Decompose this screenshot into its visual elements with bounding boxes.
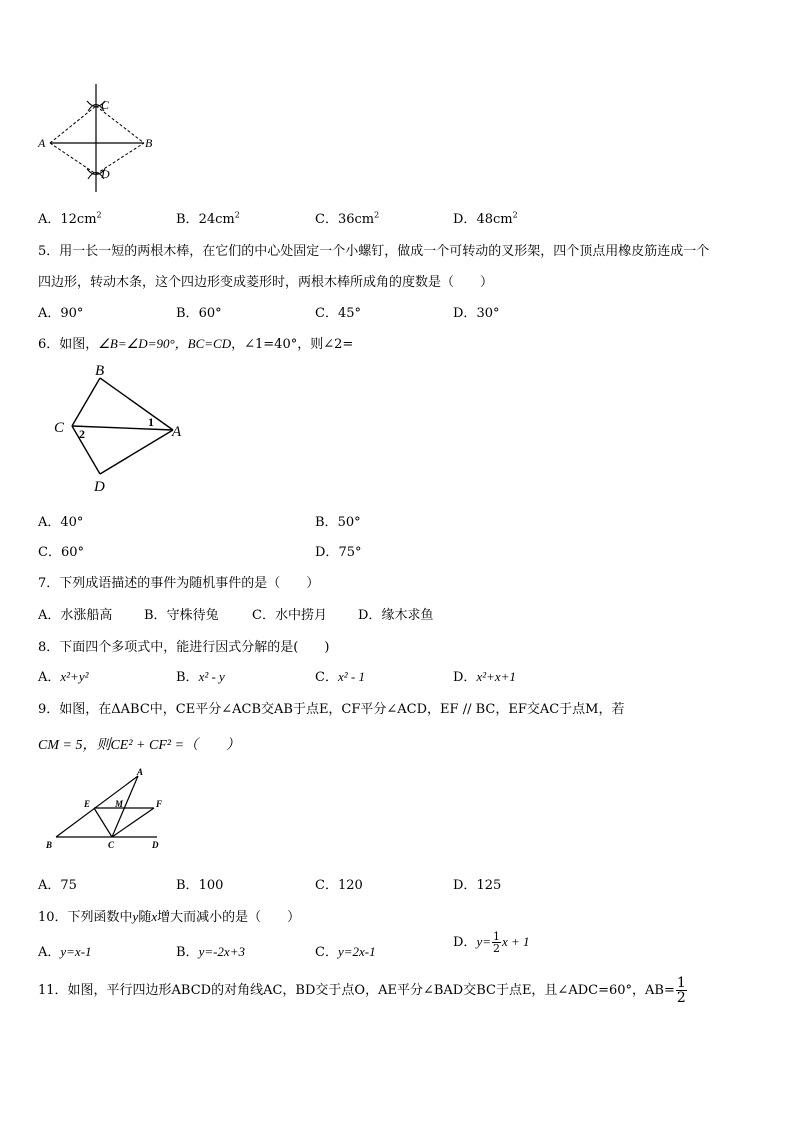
angle-1: 1 [148,415,154,429]
label-b: B [95,363,105,379]
q9-stem-line2: CM = 5，则CE² + CF² =（ ） [38,738,241,753]
q7-option-d[interactable]: D．缘木求鱼 [358,608,434,623]
label-m: M [115,799,124,809]
side-ad [50,143,96,174]
q6-figure [48,360,198,495]
q4-option-c[interactable]: C．$36cm^2$ [315,210,380,227]
q6-option-b[interactable]: B．50° [315,515,361,530]
q8-stem: 8．下面四个多项式中，能进行因式分解的是( ) [38,640,330,655]
q7-option-c[interactable]: C．水中捞月 [252,608,327,623]
q10-stem: 10．下列函数中y随x增大而减小的是（ ） [38,909,301,925]
q5-option-b[interactable]: B．60° [176,306,222,321]
q9-option-a[interactable]: A．75 [38,878,77,893]
q9-option-d[interactable]: D．125 [453,878,502,893]
q7-option-b[interactable]: B．守株待兔 [144,608,219,623]
q8-option-c[interactable]: C．x² - 1 [315,669,365,685]
angle-2: 2 [79,427,85,441]
q9-option-c[interactable]: C．120 [315,878,363,893]
label-d: D [94,479,105,495]
q4-option-d[interactable]: D．$48cm^2$ [453,210,518,227]
label-b: B [46,840,53,850]
q9-stem-line1: 9．如图，在ΔABC中，CE平分∠ACB交AB于点E，CF平分∠ACD，EF // BC，EF交AC于点M，若 [38,702,625,717]
q10-option-b[interactable]: B．y=-2x+3 [176,944,245,960]
q5-option-a[interactable]: A．90° [38,306,84,321]
q10-option-d[interactable]: D．y= $\frac{1}{2}$ x + 1 [453,930,530,955]
q6-stem: 6．如图，∠B=∠D=90°，BC=CD，∠1=40°，则∠2= [38,336,354,352]
q8-option-b[interactable]: B．x² - y [176,669,225,685]
q6-option-a[interactable]: A．40° [38,515,84,530]
q5-stem-line2: 四边形，转动木条，这个四边形变成菱形时，两根木棒所成角的度数是（ ） [38,275,494,290]
q4-option-b[interactable]: B．$24cm^2$ [176,210,240,227]
q6-option-d[interactable]: D．75° [315,545,362,560]
fraction: $\frac{1}{2}$ [492,930,500,955]
q9-option-b[interactable]: B．100 [176,878,224,893]
label-c: C [108,840,115,850]
fraction: $\frac{1}{2}$ [676,975,686,1006]
label-b: B [145,136,153,150]
q9-figure [42,768,172,853]
side-ac [50,106,96,143]
q11-stem: 11．如图，平行四边形ABCD的对角线AC，BD交于点O，AE平分∠BAD交BC于点E，且∠ADC=60°，AB= $\frac{1}{2}$ [38,975,686,1006]
label-c: C [54,420,65,436]
q8-option-d[interactable]: D．x²+x+1 [453,669,516,685]
q4-figure [38,80,158,195]
q8-option-a[interactable]: A．x²+y² [38,669,89,685]
label-a: A [38,136,46,150]
q5-option-c[interactable]: C．45° [315,306,361,321]
label-a: A [172,424,182,440]
q4-option-a[interactable]: A．$12cm^2$ [38,210,102,227]
label-f: F [156,799,163,809]
q6-option-c[interactable]: C．60° [38,545,84,560]
label-c: C [101,98,110,112]
q7-stem: 7．下列成语描述的事件为随机事件的是（ ） [38,576,320,591]
label-a: A [137,767,144,777]
label-e: E [84,799,91,809]
q7-option-a[interactable]: A．水涨船高 [38,608,113,623]
q10-option-c[interactable]: C．y=2x-1 [315,944,376,960]
label-d: D [152,840,159,850]
q5-option-d[interactable]: D．30° [453,306,500,321]
q10-option-a[interactable]: A．y=x-1 [38,944,92,960]
q5-stem-line1: 5．用一长一短的两根木棒，在它们的中心处固定一个小螺钉，做成一个可转动的叉形架，四个顶点用橡皮筋连成一个 [38,244,710,259]
label-d: D [101,167,110,181]
